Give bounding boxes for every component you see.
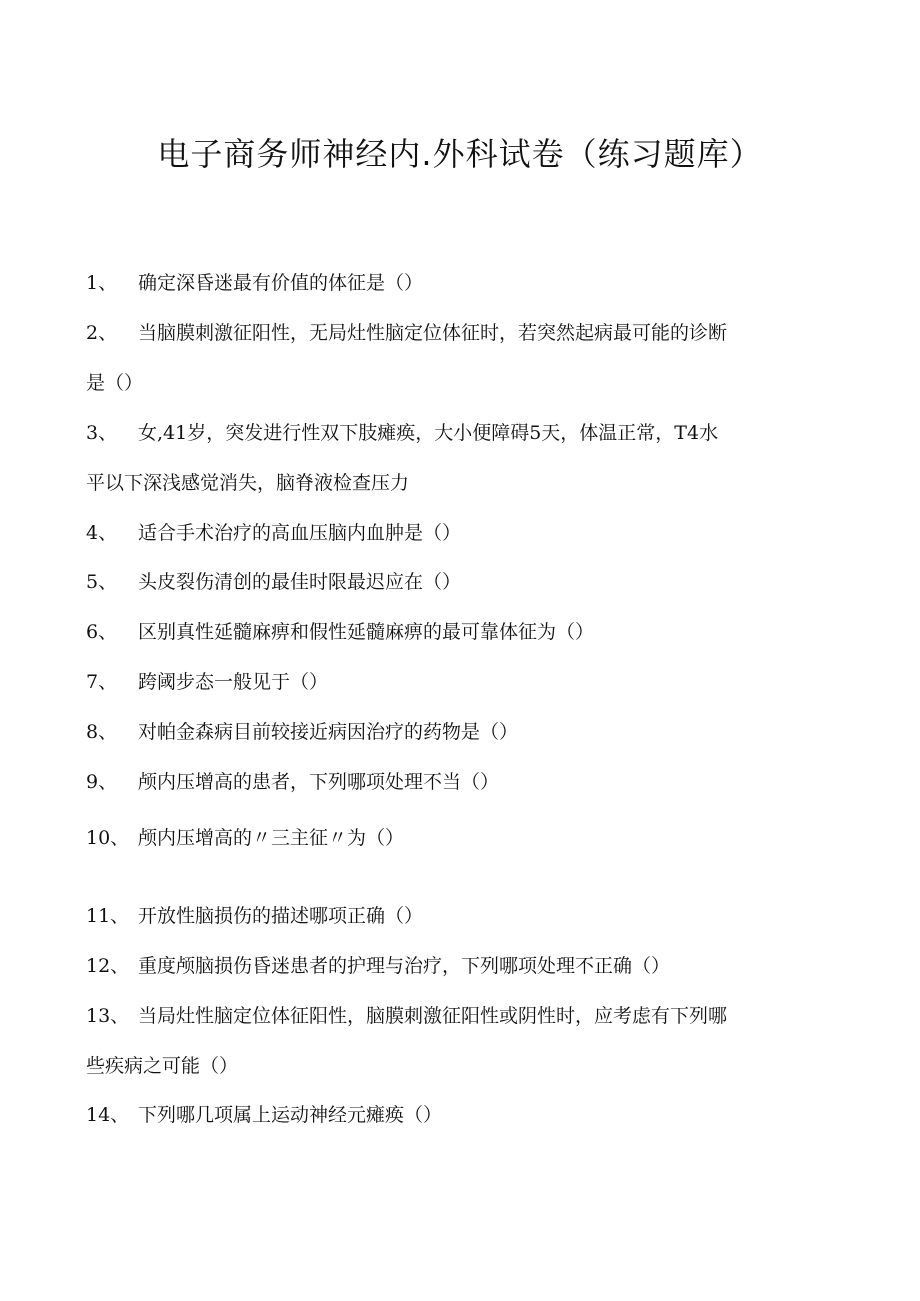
question-item bbox=[86, 1003, 826, 1079]
question-number: 6、 bbox=[86, 621, 118, 643]
question-item bbox=[86, 953, 826, 979]
question-text-continuation: 平以下深浅感觉消失，脑脊液检查压力 bbox=[86, 472, 410, 494]
question-item bbox=[86, 1102, 826, 1128]
question-number: 14、 bbox=[86, 1104, 130, 1126]
question-text: 对帕金森病目前较接近病因治疗的药物是（） bbox=[138, 721, 519, 743]
question-number: 1、 bbox=[86, 272, 118, 294]
question-text-continuation: 些疾病之可能（） bbox=[86, 1055, 239, 1077]
question-text: 开放性脑损伤的描述哪项正确（） bbox=[138, 905, 424, 927]
question-number: 3、 bbox=[86, 422, 118, 444]
question-text: 适合手术治疗的高血压脑内血肿是（） bbox=[138, 522, 462, 544]
question-text: 当脑膜刺激征阳性，无局灶性脑定位体征时，若突然起病最可能的诊断 bbox=[138, 322, 728, 344]
question-text: 下列哪几项属上运动神经元瘫痪（） bbox=[138, 1104, 443, 1126]
question-text: 颅内压增高的患者，下列哪项处理不当（） bbox=[138, 771, 500, 793]
question-text: 确定深昏迷最有价值的体征是（） bbox=[138, 272, 424, 294]
question-number: 7、 bbox=[86, 671, 118, 693]
question-text: 头皮裂伤清创的最佳时限最迟应在（） bbox=[138, 571, 462, 593]
question-number: 12、 bbox=[86, 955, 130, 977]
question-item bbox=[86, 520, 826, 546]
question-number: 9、 bbox=[86, 771, 118, 793]
question-text: 当局灶性脑定位体征阳性，脑膜刺激征阳性或阴性时，应考虑有下列哪 bbox=[138, 1005, 728, 1027]
question-number: 11、 bbox=[86, 905, 130, 927]
question-item bbox=[86, 270, 826, 296]
question-number: 13、 bbox=[86, 1005, 130, 1027]
question-item bbox=[86, 420, 826, 496]
question-text: 跨阈步态一般见于（） bbox=[138, 671, 329, 693]
question-text: 颅内压增高的〃三主征〃为（） bbox=[138, 827, 405, 849]
question-number: 2、 bbox=[86, 322, 118, 344]
question-item bbox=[86, 903, 826, 929]
question-text: 区别真性延髓麻痹和假性延髓麻痹的最可靠体征为（） bbox=[138, 621, 595, 643]
question-text: 女,41岁，突发进行性双下肢瘫痪，大小便障碍5天，体温正常，T4水 bbox=[138, 422, 719, 444]
question-text-continuation: 是（） bbox=[86, 372, 144, 394]
question-number: 10、 bbox=[86, 827, 130, 849]
document-title: 电子商务师神经内.外科试卷（练习题库） bbox=[157, 135, 763, 173]
question-item bbox=[86, 669, 826, 695]
question-item bbox=[86, 769, 826, 795]
question-number: 4、 bbox=[86, 522, 118, 544]
question-item bbox=[86, 569, 826, 595]
question-item bbox=[86, 619, 826, 645]
question-text: 重度颅脑损伤昏迷患者的护理与治疗，下列哪项处理不正确（） bbox=[138, 955, 671, 977]
question-number: 8、 bbox=[86, 721, 118, 743]
question-number: 5、 bbox=[86, 571, 118, 593]
question-item bbox=[86, 825, 826, 851]
question-item bbox=[86, 320, 826, 396]
question-item bbox=[86, 719, 826, 745]
